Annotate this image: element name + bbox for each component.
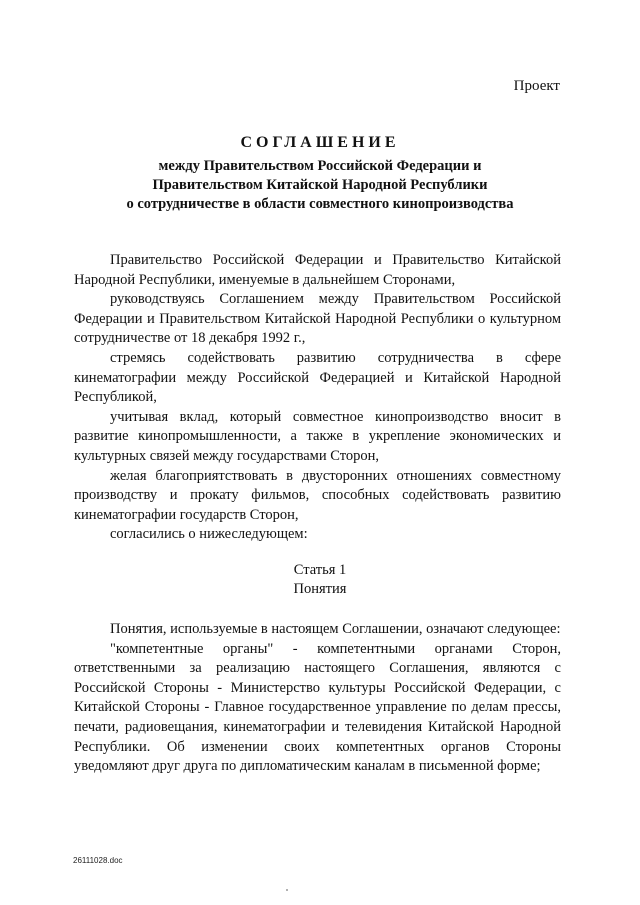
article-paragraph: Понятия, используемые в настоящем Соглашении, означают следующее: bbox=[110, 621, 561, 637]
preamble-paragraph: Правительство Российской Федерации и Правительство Китайской Народной Республики, именуемые в дальнейшем Сторонами, bbox=[74, 252, 561, 288]
document-subtitle bbox=[74, 157, 566, 214]
preamble-paragraph: стремясь содействовать развитию сотрудничества в сфере кинематографии между Российской Федерацией и Китайской Народной Республикой, bbox=[74, 349, 561, 406]
preamble bbox=[74, 251, 561, 545]
preamble-paragraph: желая благоприятствовать в двусторонних отношениях совместному производству и прокату фильмов, способных содействовать развитию кинематографии государств Сторон, bbox=[74, 467, 561, 523]
footer-filename: 26111028.doc bbox=[73, 856, 123, 865]
scan-speck bbox=[286, 889, 288, 891]
article-paragraph: "компетентные органы" - компетентными органами Сторон, ответственными за реализацию настоящего Соглашения, являются с Российской Стороны - Министерство культуры Российской Федерации, с Китайской Стороны - Главное государственное управление по делам прессы, печати, радиовещания, кинематографии и телевидения Китайской Народной Республики. Об изменении своих компетентных органов Стороны уведомляют друг друга по дипломатическим каналам в письменной форме; bbox=[74, 640, 561, 775]
article-body bbox=[74, 620, 561, 777]
article-name: Понятия bbox=[293, 581, 347, 597]
article-heading bbox=[0, 561, 640, 599]
subtitle-line: о сотрудничестве в области совместного кинопроизводства bbox=[126, 196, 514, 212]
subtitle-line: между Правительством Российской Федерации и bbox=[158, 158, 482, 174]
subtitle-line: Правительством Китайской Народной Республики bbox=[152, 177, 488, 193]
document-title: СОГЛАШЕНИЕ bbox=[240, 134, 400, 151]
preamble-paragraph: согласились о нижеследующем: bbox=[110, 526, 308, 543]
article-number: Статья 1 bbox=[293, 562, 347, 578]
preamble-paragraph: руководствуясь Соглашением между Правительством Российской Федерации и Правительством Китайской Народной Республики о культурном сотрудничестве от 18 декабря 1992 г., bbox=[74, 291, 561, 347]
draft-label: Проект bbox=[513, 78, 560, 94]
preamble-paragraph: учитывая вклад, который совместное кинопроизводство вносит в развитие кинопромышленности, а также в укрепление экономических и культурных связей между государствами Сторон, bbox=[74, 408, 561, 464]
